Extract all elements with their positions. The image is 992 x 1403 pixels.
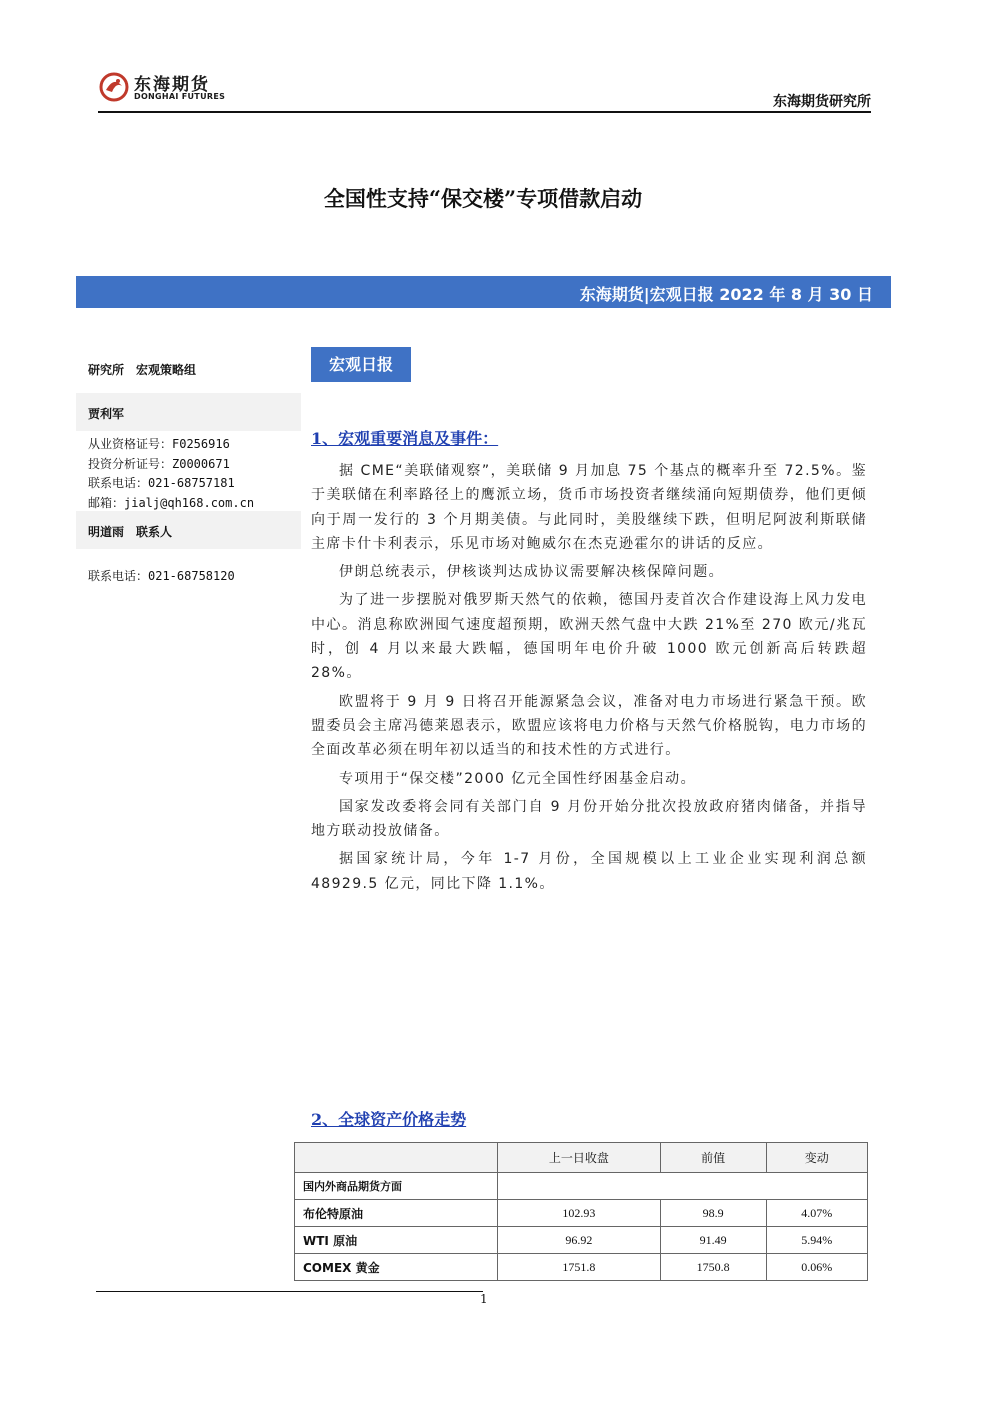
- table-row: [295, 1227, 868, 1254]
- news-paragraph: 为了进一步摆脱对俄罗斯天然气的依赖，德国丹麦首次合作建设海上风力发电中心。消息称欧洲囤气速度超预期，欧洲天然气盘中大跌 21%至 270 欧元/兆瓦时，创 4 月以来最大跌幅，德国明年电价升破 1000 欧元创新高后转跌超 28%。: [311, 592, 867, 682]
- logo-text-cn: 东海期货: [134, 75, 210, 95]
- row-change: 5.94%: [766, 1227, 867, 1254]
- row-name: 布伦特原油: [295, 1200, 498, 1227]
- author1-qualification: 从业资格证号：F0256916: [88, 437, 230, 451]
- row-change: 0.06%: [766, 1254, 867, 1281]
- row-name: COMEX 黄金: [295, 1254, 498, 1281]
- report-title: 全国性支持“保交楼”专项借款启动: [323, 186, 643, 211]
- row-name: WTI 原油: [295, 1227, 498, 1254]
- section-tag: 宏观日报: [311, 347, 411, 382]
- news-paragraph: 伊朗总统表示，伊核谈判达成协议需要解决核保障问题。: [339, 564, 724, 581]
- author1-phone: 联系电话：021-68757181: [88, 476, 235, 490]
- footer-divider: [96, 1291, 483, 1292]
- author2-name: 明道雨 联系人: [88, 525, 173, 539]
- table-row: [295, 1254, 868, 1281]
- table-header-blank: [295, 1143, 498, 1173]
- row-prev: 91.49: [660, 1227, 766, 1254]
- author2-name-box: [76, 511, 301, 549]
- table-header-row: [295, 1143, 868, 1173]
- company-logo: [98, 70, 228, 106]
- header-divider: [98, 111, 871, 113]
- news-paragraph: 专项用于“保交楼”2000 亿元全国性纾困基金启动。: [339, 770, 696, 787]
- row-close: 102.93: [498, 1200, 661, 1227]
- author2-phone: 联系电话：021-68758120: [88, 569, 235, 583]
- author1-email[interactable]: 邮箱：jialj@qh168.com.cn: [88, 496, 255, 510]
- section2-heading: 2、全球资产价格走势: [311, 1110, 467, 1129]
- table-group-empty: [498, 1173, 868, 1200]
- table-header-close: 上一日收盘: [498, 1143, 661, 1173]
- row-close: 96.92: [498, 1227, 661, 1254]
- author1-name-box: [76, 393, 301, 431]
- sidebar-group-label: 研究所 宏观策略组: [88, 363, 197, 377]
- table-group-row: [295, 1173, 868, 1200]
- row-prev: 98.9: [660, 1200, 766, 1227]
- logo-text-en: DONGHAI FUTURES: [134, 92, 226, 101]
- row-prev: 1750.8: [660, 1254, 766, 1281]
- row-change: 4.07%: [766, 1200, 867, 1227]
- table-header-prev: 前值: [660, 1143, 766, 1173]
- table-row: [295, 1200, 868, 1227]
- page-number: 1: [480, 1292, 488, 1306]
- news-paragraph: 国家发改委将会同有关部门自 9 月份开始分批次投放政府猪肉储备，并指导地方联动投放储备。: [311, 798, 867, 840]
- table-header-change: 变动: [766, 1143, 867, 1173]
- row-close: 1751.8: [498, 1254, 661, 1281]
- department-name: 东海期货研究所: [773, 94, 871, 110]
- section1-heading: 1、宏观重要消息及事件：: [311, 429, 499, 448]
- dragon-logo-icon: [98, 70, 130, 104]
- author1-analyst-cert: 投资分析证号：Z0000671: [88, 457, 230, 471]
- report-banner: [76, 276, 891, 308]
- news-body: [311, 459, 867, 900]
- news-paragraph: 据国家统计局，今年 1-7 月份，全国规模以上工业企业实现利润总额 48929.5 亿元，同比下降 1.1%。: [311, 851, 867, 892]
- news-paragraph: 欧盟将于 9 月 9 日将召开能源紧急会议，准备对电力市场进行紧急干预。欧盟委员会主席冯德莱恩表示，欧盟应该将电力价格与天然气价格脱钩，电力市场的全面改革必须在明年初以适当的和技术性的方式进行。: [311, 693, 867, 759]
- banner-text: 东海期货|宏观日报 2022 年 8 月 30 日: [579, 285, 873, 304]
- table-group-label: 国内外商品期货方面: [295, 1173, 498, 1200]
- asset-price-table: [294, 1142, 868, 1281]
- news-paragraph: 据 CME“美联储观察”，美联储 9 月加息 75 个基点的概率升至 72.5%。鉴于美联储在利率路径上的鹰派立场，货币市场投资者继续涌向短期债券，他们更倾向于周一发行的 3 个月期美债。与此同时，美股继续下跌，但明尼阿波利斯联储主席卡什卡利表示，乐见市场对鲍威尔在杰克逊霍尔的讲话的反应。: [311, 463, 867, 552]
- author1-name: 贾利军: [88, 407, 125, 421]
